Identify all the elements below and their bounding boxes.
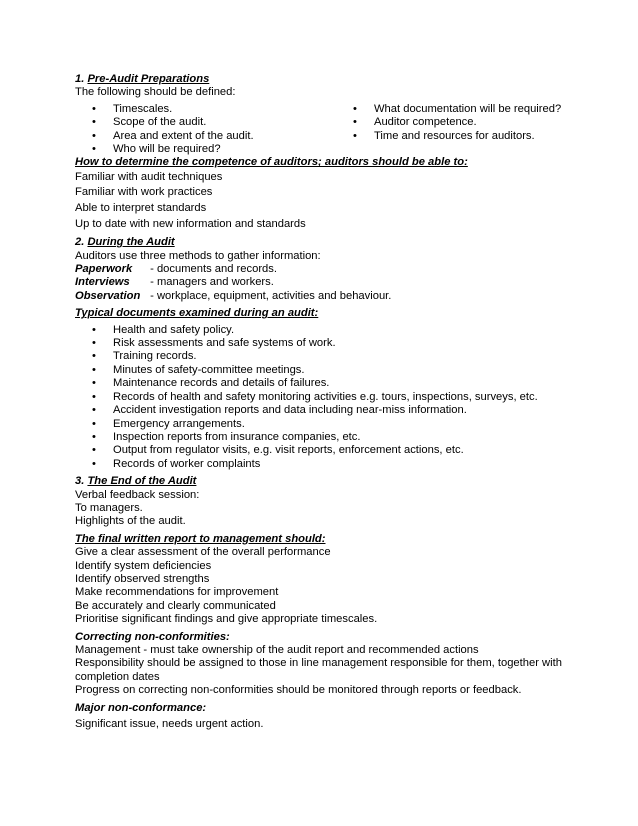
section-2-intro: Auditors use three methods to gather information: (75, 249, 321, 262)
text-line: Progress on correcting non-conformities should be monitored through reports or feedback. (75, 684, 522, 697)
list-item: • Emergency arrangements. (75, 418, 570, 431)
text-line: Identify observed strengths (75, 572, 210, 585)
method-desc: - managers and workers. (150, 276, 274, 289)
section-title: During the Audit (87, 236, 175, 249)
list-item: • Time and resources for auditors. (359, 130, 570, 143)
section-1-intro: The following should be defined: (75, 86, 236, 99)
preparation-list-right (359, 103, 570, 157)
list-item: • What documentation will be required? (359, 103, 570, 116)
correcting-heading: Correcting non-conformities: (75, 630, 230, 643)
list-item: • Risk assessments and safe systems of work. (75, 337, 570, 350)
text-line: Make recommendations for improvement (75, 586, 279, 599)
list-item: • Training records. (75, 350, 570, 363)
text-line: Significant issue, needs urgent action. (75, 718, 264, 731)
section-number: 3. (75, 475, 85, 488)
method-term: Observation (75, 289, 141, 302)
method-desc: - workplace, equipment, activities and behaviour. (150, 289, 392, 302)
preparation-list (75, 103, 570, 157)
section-2-heading (75, 236, 570, 249)
documents-list (75, 324, 570, 471)
list-item: • Minutes of safety-committee meetings. (75, 364, 570, 377)
competence-line: Up to date with new information and standards (75, 217, 306, 230)
text-line: Be accurately and clearly communicated (75, 599, 276, 612)
section-title: Pre-Audit Preparations (87, 73, 210, 85)
list-item: • Who will be required? (75, 143, 359, 156)
competence-line: Able to interpret standards (75, 202, 207, 215)
text-line: Verbal feedback session: (75, 488, 200, 501)
list-item: • Maintenance records and details of failures. (75, 377, 570, 390)
text-line: Give a clear assessment of the overall performance (75, 546, 331, 559)
method-row (75, 276, 570, 289)
text-line: To managers. (75, 501, 143, 514)
preparation-list-left (75, 103, 359, 157)
text-line: Responsibility should be assigned to those in line management responsible for them, together with completion dates (75, 657, 562, 683)
major-heading: Major non-conformance: (75, 701, 207, 714)
list-item: • Area and extent of the audit. (75, 130, 359, 143)
section-3-heading (75, 475, 570, 488)
competence-line: Familiar with audit techniques (75, 170, 223, 183)
text-line: Highlights of the audit. (75, 515, 186, 528)
document-page (75, 73, 570, 731)
competence-line: Familiar with work practices (75, 186, 213, 199)
text-line: Management - must take ownership of the audit report and recommended actions (75, 644, 479, 656)
method-row (75, 290, 570, 303)
text-line: Prioritise significant findings and give appropriate timescales. (75, 613, 378, 626)
list-item: • Auditor competence. (359, 116, 570, 129)
method-term: Interviews (75, 276, 130, 289)
report-heading: The final written report to management should: (75, 532, 326, 545)
section-number: 1. (75, 73, 85, 85)
competence-heading: How to determine the competence of auditors; auditors should be able to: (75, 156, 468, 169)
section-title: The End of the Audit (87, 475, 197, 488)
section-number: 2. (75, 236, 85, 249)
list-item: • Scope of the audit. (75, 116, 359, 129)
documents-heading: Typical documents examined during an audit: (75, 307, 319, 320)
list-item: • Records of worker complaints (75, 458, 570, 471)
method-desc: - documents and records. (150, 263, 277, 276)
section-1-heading (75, 73, 570, 86)
list-item: • Accident investigation reports and data including near-miss information. (75, 404, 570, 417)
method-row (75, 263, 570, 276)
list-item: • Health and safety policy. (75, 324, 570, 337)
list-item: • Timescales. (75, 103, 359, 116)
list-item: • Records of health and safety monitoring activities e.g. tours, inspections, surveys, etc. (75, 391, 570, 404)
method-term: Paperwork (75, 263, 133, 276)
list-item: • Inspection reports from insurance companies, etc. (75, 431, 570, 444)
text-line: Identify system deficiencies (75, 559, 212, 572)
list-item: • Output from regulator visits, e.g. visit reports, enforcement actions, etc. (75, 444, 570, 457)
